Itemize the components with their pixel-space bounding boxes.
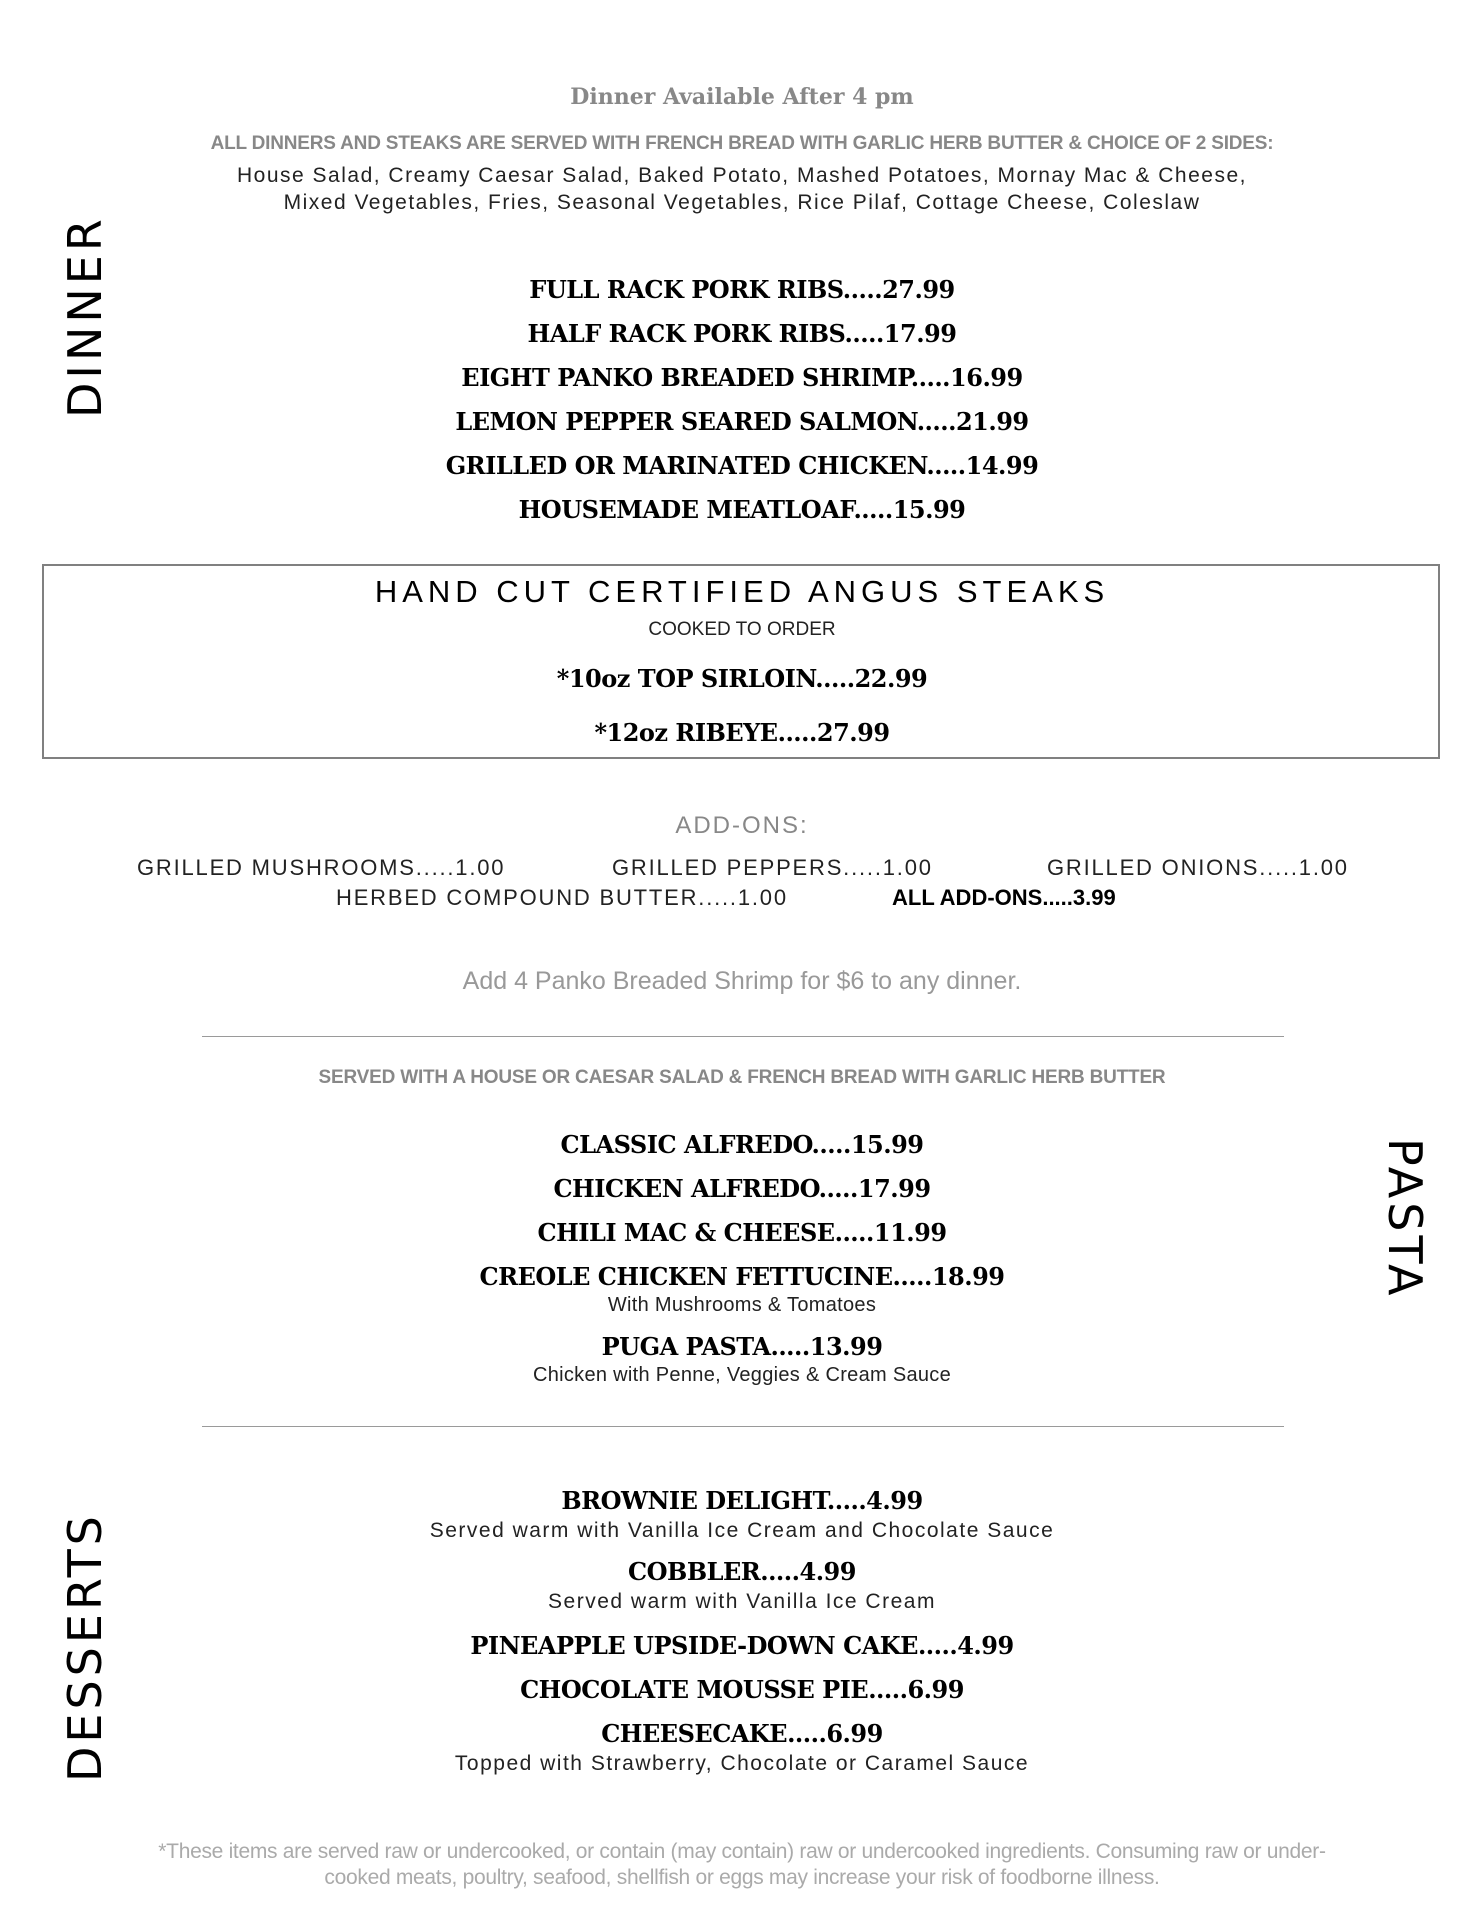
addons-all-label: ALL ADD-ONS.....3.99 (892, 885, 1116, 910)
dinner-availability: Dinner Available After 4 pm (570, 84, 914, 110)
steaks-subtitle: COOKED TO ORDER (648, 619, 836, 640)
dinner-item: LEMON PEPPER SEARED SALMON.....21.99 (455, 407, 1029, 436)
dinner-item: GRILLED OR MARINATED CHICKEN.....14.99 (445, 451, 1039, 480)
pasta-includes-heading: SERVED WITH A HOUSE OR CAESAR SALAD & FRENCH BREAD WITH GARLIC HERB BUTTER (318, 1067, 1166, 1088)
dessert-item: COBBLER.....4.99 (628, 1557, 856, 1586)
dinner-item: FULL RACK PORK RIBS.....27.99 (529, 275, 955, 304)
disclaimer-line2: cooked meats, poultry, seafood, shellfish or eggs may increase your risk of foodborne illness. (324, 1866, 1160, 1889)
steaks-title: HAND CUT CERTIFIED ANGUS STEAKS (374, 574, 1110, 609)
addons-heading: ADD-ONS: (675, 812, 809, 839)
dinner-includes-heading: ALL DINNERS AND STEAKS ARE SERVED WITH FRENCH BREAD WITH GARLIC HERB BUTTER & CHOICE OF 2 SIDES: (210, 133, 1274, 154)
addon-item: GRILLED PEPPERS.....1.00 (612, 855, 933, 880)
dessert-item: PINEAPPLE UPSIDE-DOWN CAKE.....4.99 (470, 1631, 1014, 1660)
pasta-item: CHICKEN ALFREDO.....17.99 (553, 1174, 931, 1203)
pasta-item-desc: Chicken with Penne, Veggies & Cream Sauce (532, 1364, 952, 1386)
divider (202, 1036, 1284, 1037)
dinner-item: HALF RACK PORK RIBS.....17.99 (527, 319, 957, 348)
dessert-item-desc: Topped with Strawberry, Chocolate or Caramel Sauce (454, 1752, 1030, 1775)
pasta-item: CLASSIC ALFREDO.....15.99 (560, 1130, 924, 1159)
dessert-item-desc: Served warm with Vanilla Ice Cream (548, 1590, 936, 1613)
dinner-section-label: DINNER (58, 215, 112, 418)
dinner-sides-line2: Mixed Vegetables, Fries, Seasonal Vegetables, Rice Pilaf, Cottage Cheese, Coleslaw (283, 191, 1201, 214)
steak-item: *12oz RIBEYE.....27.99 (594, 718, 890, 747)
pasta-section-label: PASTA (1378, 1138, 1432, 1300)
pasta-item: PUGA PASTA.....13.99 (601, 1332, 883, 1361)
dessert-item-desc: Served warm with Vanilla Ice Cream and Chocolate Sauce (429, 1519, 1055, 1542)
addon-item: HERBED COMPOUND BUTTER.....1.00 (336, 885, 788, 910)
dessert-item: CHEESECAKE.....6.99 (601, 1719, 883, 1748)
pasta-item: CREOLE CHICKEN FETTUCINE.....18.99 (479, 1262, 1005, 1291)
addon-item: GRILLED MUSHROOMS.....1.00 (137, 855, 506, 880)
dinner-item: HOUSEMADE MEATLOAF.....15.99 (518, 495, 966, 524)
dessert-item: CHOCOLATE MOUSSE PIE.....6.99 (520, 1675, 964, 1704)
dinner-item: EIGHT PANKO BREADED SHRIMP.....16.99 (461, 363, 1023, 392)
desserts-section-label: DESSERTS (58, 1512, 112, 1782)
pasta-item: CHILI MAC & CHEESE.....11.99 (537, 1218, 947, 1247)
addons-shrimp-note: Add 4 Panko Breaded Shrimp for $6 to any dinner. (462, 967, 1022, 995)
divider (202, 1426, 1284, 1427)
disclaimer-line1: *These items are served raw or undercooked, or contain (may contain) raw or undercooked ingredients. Consuming raw or under- (158, 1840, 1326, 1863)
dessert-item: BROWNIE DELIGHT.....4.99 (561, 1486, 923, 1515)
pasta-item-desc: With Mushrooms & Tomatoes (607, 1294, 877, 1316)
steak-item: *10oz TOP SIRLOIN.....22.99 (556, 664, 928, 693)
dinner-sides-line1: House Salad, Creamy Caesar Salad, Baked Potato, Mashed Potatoes, Mornay Mac & Cheese, (237, 164, 1247, 187)
addon-item: GRILLED ONIONS.....1.00 (1047, 855, 1349, 880)
